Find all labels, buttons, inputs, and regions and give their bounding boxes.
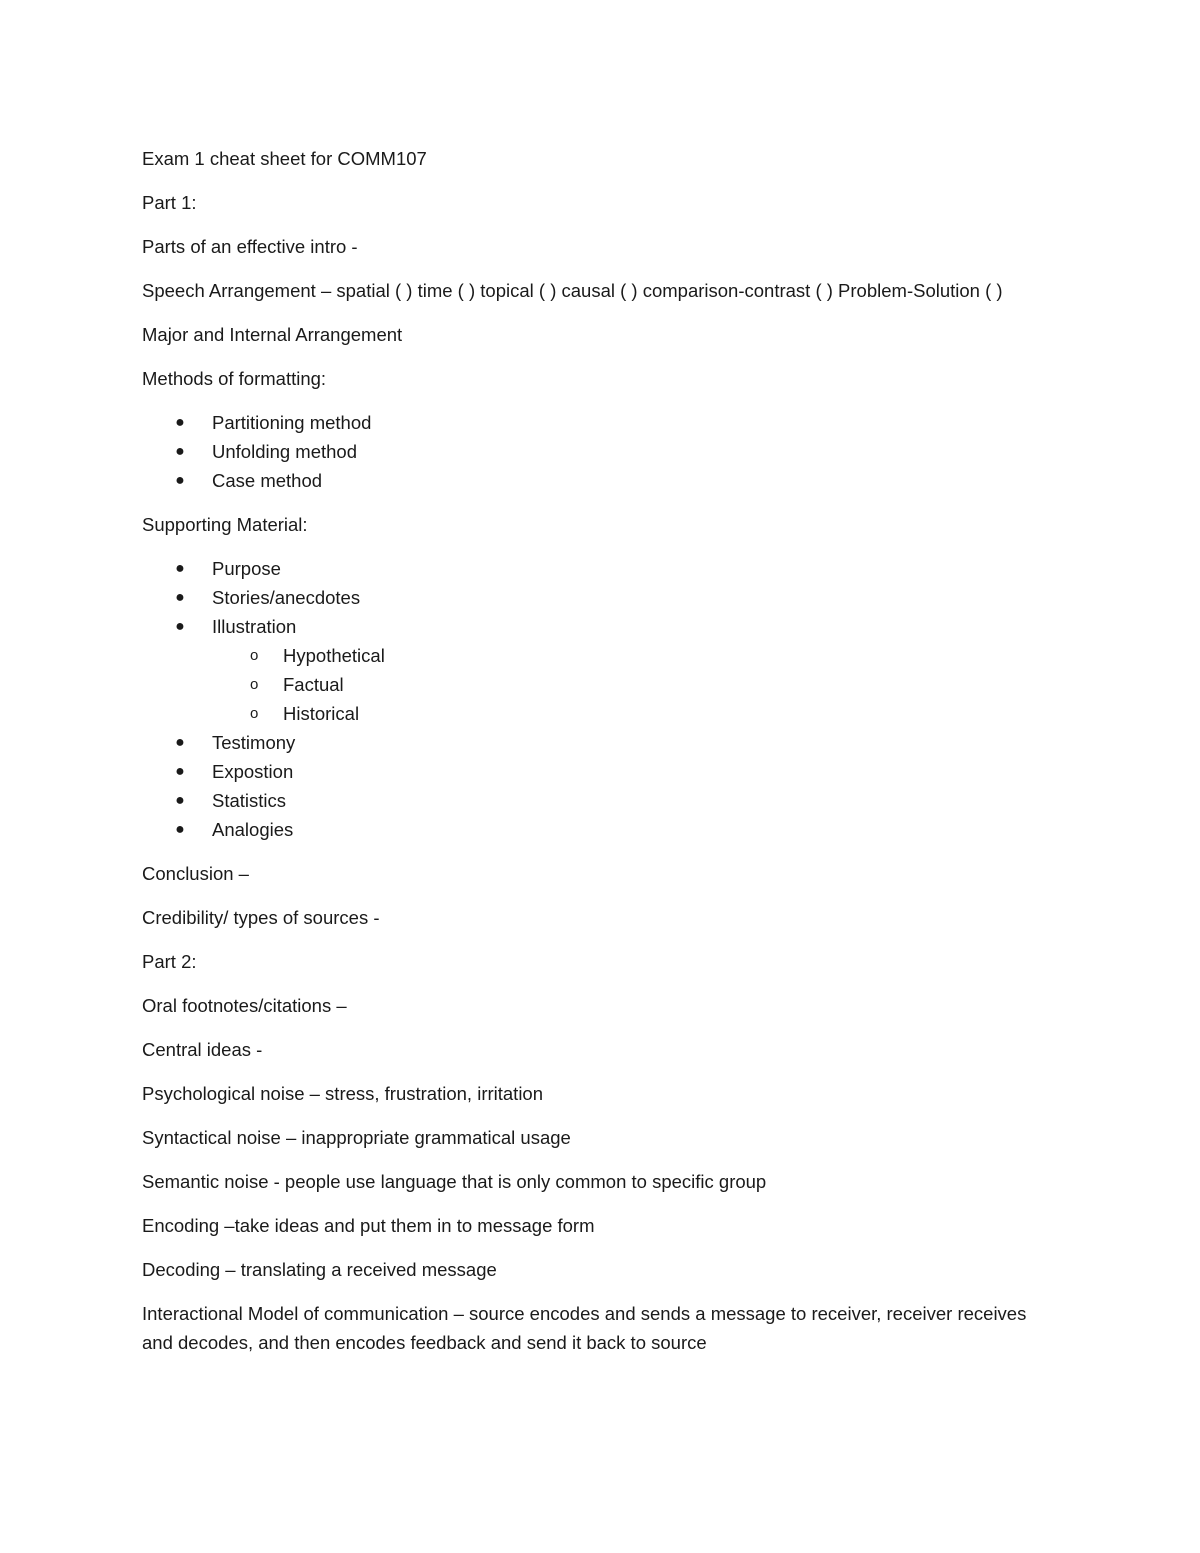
- list-item: [142, 408, 1062, 437]
- intro-line: Parts of an effective intro -: [142, 236, 358, 257]
- credibility-line: Credibility/ types of sources -: [142, 907, 380, 928]
- illustration-sublist: [212, 641, 1062, 728]
- semantic-noise-line: Semantic noise - people use language that is only common to specific group: [142, 1171, 767, 1192]
- bullet-icon: ●: [175, 734, 185, 751]
- sublist-item-text: Hypothetical: [283, 645, 385, 666]
- list-item-text: Expostion: [212, 761, 294, 782]
- circle-bullet-icon: o: [250, 647, 259, 664]
- list-item-text: Case method: [212, 470, 323, 491]
- list-item-text: Unfolding method: [212, 441, 358, 462]
- oral-footnotes-line: Oral footnotes/citations –: [142, 995, 347, 1016]
- list-item: [142, 815, 1062, 844]
- part2-heading: Part 2:: [142, 951, 197, 972]
- bullet-icon: ●: [175, 821, 185, 838]
- bullet-icon: ●: [175, 414, 185, 431]
- list-item-text: Stories/anecdotes: [212, 587, 361, 608]
- document-title: Exam 1 cheat sheet for COMM107: [142, 148, 427, 169]
- sublist-item: [212, 699, 1062, 728]
- circle-bullet-icon: o: [250, 705, 259, 722]
- list-item-text: Statistics: [212, 790, 287, 811]
- psychological-noise-line: Psychological noise – stress, frustration, irritation: [142, 1083, 544, 1104]
- bullet-icon: ●: [175, 443, 185, 460]
- list-item: [142, 612, 1062, 728]
- bullet-icon: ●: [175, 763, 185, 780]
- list-item: [142, 757, 1062, 786]
- methods-list: [142, 408, 1062, 495]
- sublist-item-text: Historical: [283, 703, 360, 724]
- list-item: [142, 466, 1062, 495]
- methods-heading: Methods of formatting:: [142, 368, 327, 389]
- list-item: [142, 728, 1062, 757]
- list-item-text: Analogies: [212, 819, 294, 840]
- list-item: [142, 554, 1062, 583]
- bullet-icon: ●: [175, 589, 185, 606]
- conclusion-line: Conclusion –: [142, 863, 249, 884]
- document-body: [142, 144, 1062, 1372]
- central-ideas-line: Central ideas -: [142, 1039, 263, 1060]
- circle-bullet-icon: o: [250, 676, 259, 693]
- encoding-line: Encoding –take ideas and put them in to message form: [142, 1215, 595, 1236]
- bullet-icon: ●: [175, 472, 185, 489]
- list-item: [142, 437, 1062, 466]
- interactional-model-line: Interactional Model of communication – source encodes and sends a message to receiver, receiver receives and decodes, and then encodes feedback and send it back to source: [142, 1303, 1027, 1353]
- decoding-line: Decoding – translating a received message: [142, 1259, 497, 1280]
- sublist-item-text: Factual: [283, 674, 344, 695]
- supporting-list: [142, 554, 1062, 844]
- part1-heading: Part 1:: [142, 192, 197, 213]
- list-item-text: Partitioning method: [212, 412, 372, 433]
- sublist-item: [212, 641, 1062, 670]
- list-item: [142, 786, 1062, 815]
- speech-arrangement-line: Speech Arrangement – spatial ( ) time ( ) topical ( ) causal ( ) comparison-contrast ( ) Problem-Solution ( ): [142, 280, 1003, 301]
- syntactical-noise-line: Syntactical noise – inappropriate grammatical usage: [142, 1127, 571, 1148]
- bullet-icon: ●: [175, 560, 185, 577]
- bullet-icon: ●: [175, 618, 185, 635]
- list-item: [142, 583, 1062, 612]
- list-item-text: Illustration: [212, 616, 297, 637]
- bullet-icon: ●: [175, 792, 185, 809]
- sublist-item: [212, 670, 1062, 699]
- list-item-text: Purpose: [212, 558, 281, 579]
- major-internal-line: Major and Internal Arrangement: [142, 324, 403, 345]
- list-item-text: Testimony: [212, 732, 296, 753]
- supporting-heading: Supporting Material:: [142, 514, 308, 535]
